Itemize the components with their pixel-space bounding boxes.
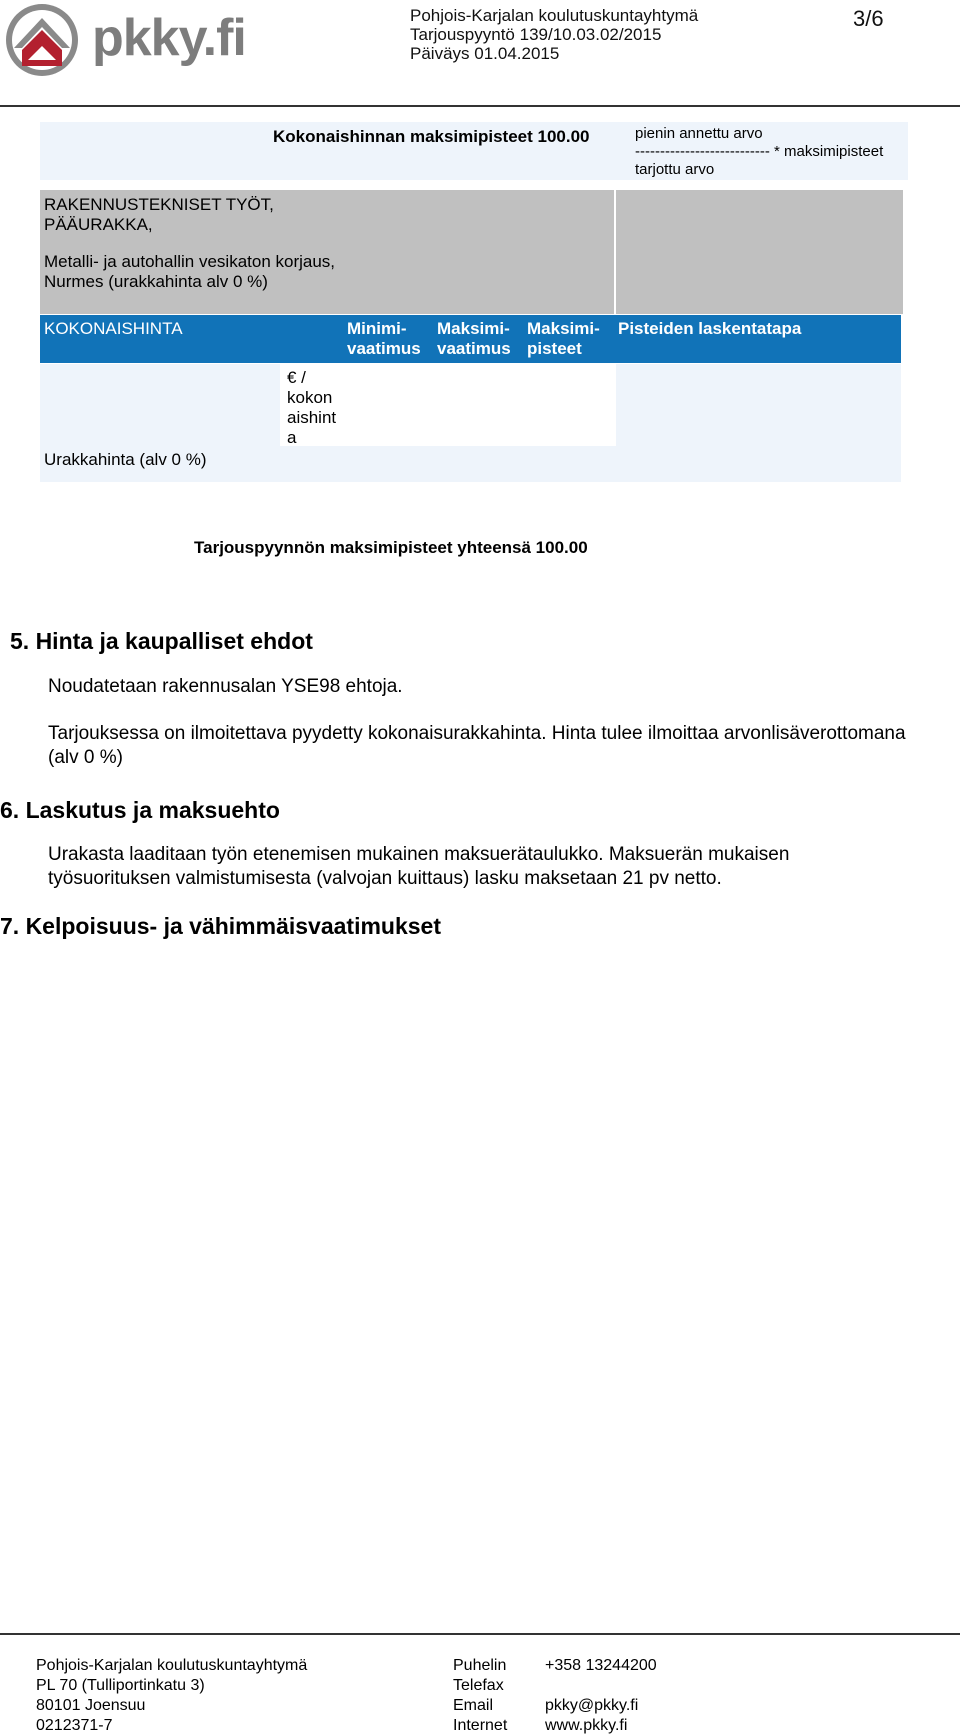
project-title: Metalli- ja autohallin vesikaton korjaus, Nurmes (urakkahinta alv 0 %) (44, 252, 336, 291)
column-header-max-points: Maksimi- pisteet (527, 319, 600, 358)
pkky-house-logo-icon (4, 2, 80, 78)
tender-max-points-total: Tarjouspyynnön maksimipisteet yhteensä 100.00 (194, 538, 588, 557)
footer-email-link[interactable]: pkky@pkky.fi (545, 1697, 639, 1714)
section-5-paragraph-1: Noudatetaan rakennusalan YSE98 ehtoja. (48, 676, 403, 697)
formula-numerator: pienin annettu arvo (635, 125, 763, 142)
footer-internet-label: Internet (453, 1717, 508, 1734)
header-org-name: Pohjois-Karjalan koulutuskuntayhtymä (410, 6, 699, 25)
footer-divider (0, 1633, 960, 1635)
footer-website-link[interactable]: www.pkky.fi (545, 1717, 628, 1734)
header-date: Päiväys 01.04.2015 (410, 44, 560, 63)
header-tender-reference: Tarjouspyyntö 139/10.03.02/2015 (410, 25, 662, 44)
table-grey-cell-right (616, 190, 903, 314)
section-6-heading: 6. Laskutus ja maksuehto (0, 797, 280, 823)
section-7-heading: 7. Kelpoisuus- ja vähimmäisvaatimukset (0, 913, 442, 939)
footer-org: Pohjois-Karjalan koulutuskuntayhtymä (36, 1657, 308, 1674)
header-divider (0, 105, 960, 107)
footer-po-box: PL 70 (Tulliportinkatu 3) (36, 1677, 205, 1694)
section-5-paragraph-2: Tarjouksessa on ilmoitettava pyydetty kokonaisurakkahinta. Hinta tulee ilmoittaa arvonlisäverottomana (alv 0 %) (48, 723, 906, 768)
column-header-minimum: Minimi- vaatimus (347, 319, 421, 358)
footer-business-id: 0212371-7 (36, 1717, 113, 1734)
footer-postal: 80101 Joensuu (36, 1697, 146, 1714)
section-6-paragraph: Urakasta laaditaan työn etenemisen mukainen maksuerätaulukko. Maksuerän mukaisen työsuorituksen valmistumisesta (valvojan kuittaus) lasku maksetaan 21 pv netto. (48, 844, 790, 889)
logo-text: pkky.fi (92, 9, 246, 67)
page-number: 3/6 (853, 6, 884, 31)
formula-fraction-line: --------------------------- * maksimipisteet (635, 143, 884, 160)
footer-phone-label: Puhelin (453, 1657, 507, 1674)
column-header-maximum: Maksimi- vaatimus (437, 319, 511, 358)
row-label-contract-price: Urakkahinta (alv 0 %) (44, 450, 207, 469)
unit-cell: € / kokon aishint a (287, 368, 337, 447)
total-price-max-points: Kokonaishinnan maksimipisteet 100.00 (273, 127, 590, 146)
column-header-total-price: KOKONAISHINTA (44, 319, 183, 338)
column-header-scoring-method: Pisteiden laskentatapa (618, 319, 802, 338)
formula-denominator: tarjottu arvo (635, 161, 715, 178)
section-5-heading: 5. Hinta ja kaupalliset ehdot (10, 628, 313, 654)
footer-fax-label: Telefax (453, 1677, 504, 1694)
footer-email-label: Email (453, 1697, 494, 1714)
category-title: RAKENNUSTEKNISET TYÖT, PÄÄURAKKA, (44, 195, 274, 234)
footer-phone: +358 13244200 (545, 1657, 657, 1674)
